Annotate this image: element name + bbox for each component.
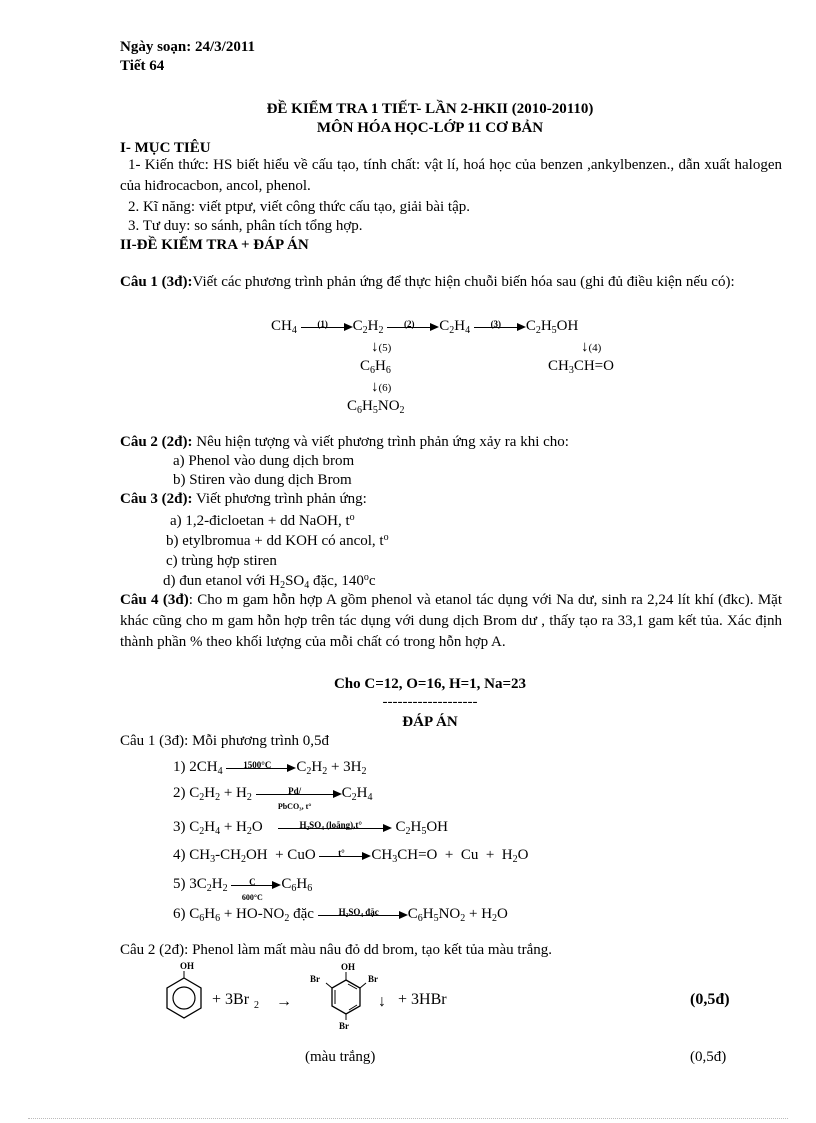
exam-title: ĐỀ KIỂM TRA 1 TIẾT- LẦN 2-HKII (2010-20110) — [266, 101, 594, 117]
divider: ------------------- — [382, 694, 478, 710]
down-arrow-4: ↓(4) — [581, 339, 602, 355]
question-4 — [120, 590, 782, 653]
q1-text: Viết các phương trình phản ứng để thực hiện chuỗi biến hóa sau (ghi đủ điều kiện nếu có): — [192, 274, 735, 290]
equation-3: 3) $C_2H_4 + H_2O$ H₂SO₄ (loãng),t° $C_2H_5OH$ — [173, 819, 449, 837]
objective-knowledge: 1- Kiến thức: HS biết hiểu về cấu tạo, tính chất: vật lí, hoá học của benzen ,ankylbenzen., dẫn xuất halogen của hiđrocacbon, ancol, phenol. — [120, 157, 782, 194]
svg-text:2: 2 — [254, 1000, 259, 1011]
answer-1-intro: Câu 1 (3đ): Mỗi phương trình 0,5đ — [120, 733, 329, 749]
question-1 — [120, 272, 782, 293]
exam-subtitle: MÔN HÓA HỌC-LỚP 11 CƠ BẢN — [316, 120, 544, 136]
objective-skill: 2. Kĩ năng: viết ptpư, viết công thức cấu tạo, giải bài tập. — [128, 199, 471, 215]
q1-label: Câu 1 (3đ): — [120, 274, 193, 290]
arrow-step-2: (2) — [387, 318, 439, 336]
plus-3hbr: + 3HBr — [398, 991, 447, 1008]
q2-option-a: a) Phenol vào dung dịch brom — [173, 453, 355, 469]
score-label: (0,5đ) — [690, 991, 730, 1008]
arrow-step-1: (1) — [301, 318, 353, 336]
objective-thinking: 3. Tư duy: so sánh, phân tích tổng hợp. — [128, 218, 363, 234]
q3-option-c: c) trùng hợp stiren — [166, 553, 277, 569]
q3-option-d: d) đun etanol với $H_2SO_4$ đặc, 140$^o$c — [163, 572, 376, 591]
score-label-2: (0,5đ) — [690, 1049, 727, 1065]
answer-2-intro: Câu 2 (2đ): Phenol làm mất màu nâu đỏ dd brom, tạo kết tủa màu trắng. — [120, 942, 552, 958]
equation-5: 5) $3C_2H_2$ C 600°C $C_6H_6$ — [173, 876, 313, 902]
svg-text:Br: Br — [368, 974, 378, 984]
phenol-bromination-equation — [150, 958, 760, 1033]
nitrobenzene-formula: $C_6H_5NO_2$ — [347, 398, 405, 416]
svg-text:OH: OH — [180, 961, 195, 971]
tribromophenol-structure — [310, 962, 378, 1031]
q4-label: Câu 4 (3đ) — [120, 592, 189, 608]
white-precipitate-note: (màu trắng) — [305, 1049, 376, 1065]
down-arrow-6: ↓(6) — [371, 379, 392, 395]
down-arrow-5: ↓(5) — [371, 339, 392, 355]
date-line: Ngày soạn: 24/3/2011 — [120, 39, 256, 55]
atomic-masses: Cho C=12, O=16, H=1, Na=23 — [333, 676, 527, 692]
q3-option-b: b) etylbromua + dd KOH có ancol, $t^o$ — [166, 532, 389, 549]
reaction-arrow: → — [276, 993, 292, 1010]
period-line: Tiết 64 — [120, 58, 165, 74]
objectives-heading: I- MỤC TIÊU — [120, 140, 211, 156]
question-2: Câu 2 (2đ): Nêu hiện tượng và viết phương trình phản ứng xảy ra khi cho: — [120, 434, 569, 450]
q4-text: : Cho m gam hỗn hợp A gồm phenol và etanol tác dụng với Na dư, sinh ra 2,24 lít khí (đkc). Mặt khác cũng cho m gam hỗn hợp trên tác dụng với dung dịch Brom dư , thấy tạo ra 33,1 gam kết tủa. Xác định thành phần % theo khối lượng của mỗi chất có trong hỗn hợp A. — [120, 592, 782, 650]
svg-text:OH: OH — [341, 962, 356, 972]
equation-4: 4) $CH_3-CH_2OH$ + CuO t° $CH_3CH=O + Cu + H_2O$ — [173, 847, 529, 865]
equation-6: 6) $C_6H_6 + HO-NO_2$ đặc H₂SO₄ đặc $C_6H_5NO_2 + H_2O$ — [173, 906, 508, 924]
plus-3br2: + 3Br — [212, 991, 250, 1008]
svg-text:Br: Br — [339, 1021, 349, 1031]
phenol-structure — [167, 961, 201, 1018]
arrow-step-3: (3) — [474, 318, 526, 336]
q2-option-b: b) Stiren vào dung dịch Brom — [173, 472, 352, 488]
svg-text:Br: Br — [310, 974, 320, 984]
acetaldehyde-formula: $CH_3CH=O$ — [548, 358, 614, 376]
reaction-scheme-row: $CH_4$ (1) $C_2H_2$ (2) $C_2H_4$ (3) $C_2H_5OH$ — [271, 318, 579, 336]
q3-option-a: a) 1,2-đicloetan + dd NaOH, $t^o$ — [170, 512, 355, 529]
exam-heading: II-ĐỀ KIỂM TRA + ĐÁP ÁN — [120, 237, 309, 253]
answers-heading: ĐÁP ÁN — [402, 714, 458, 730]
precipitate-arrow: ↓ — [378, 993, 386, 1010]
equation-2: 2) $C_2H_2 + H_2$ Pd/ PbCO₃, t° $C_2H_4$ — [173, 785, 373, 811]
question-3: Câu 3 (2đ): Viết phương trình phản ứng: — [120, 491, 367, 507]
equation-1: 1) $2CH_4$ 1500°C $C_2H_2 + 3H_2$ — [173, 759, 367, 777]
benzene-formula: $C_6H_6$ — [360, 358, 391, 376]
page-bottom-border — [28, 1118, 788, 1119]
